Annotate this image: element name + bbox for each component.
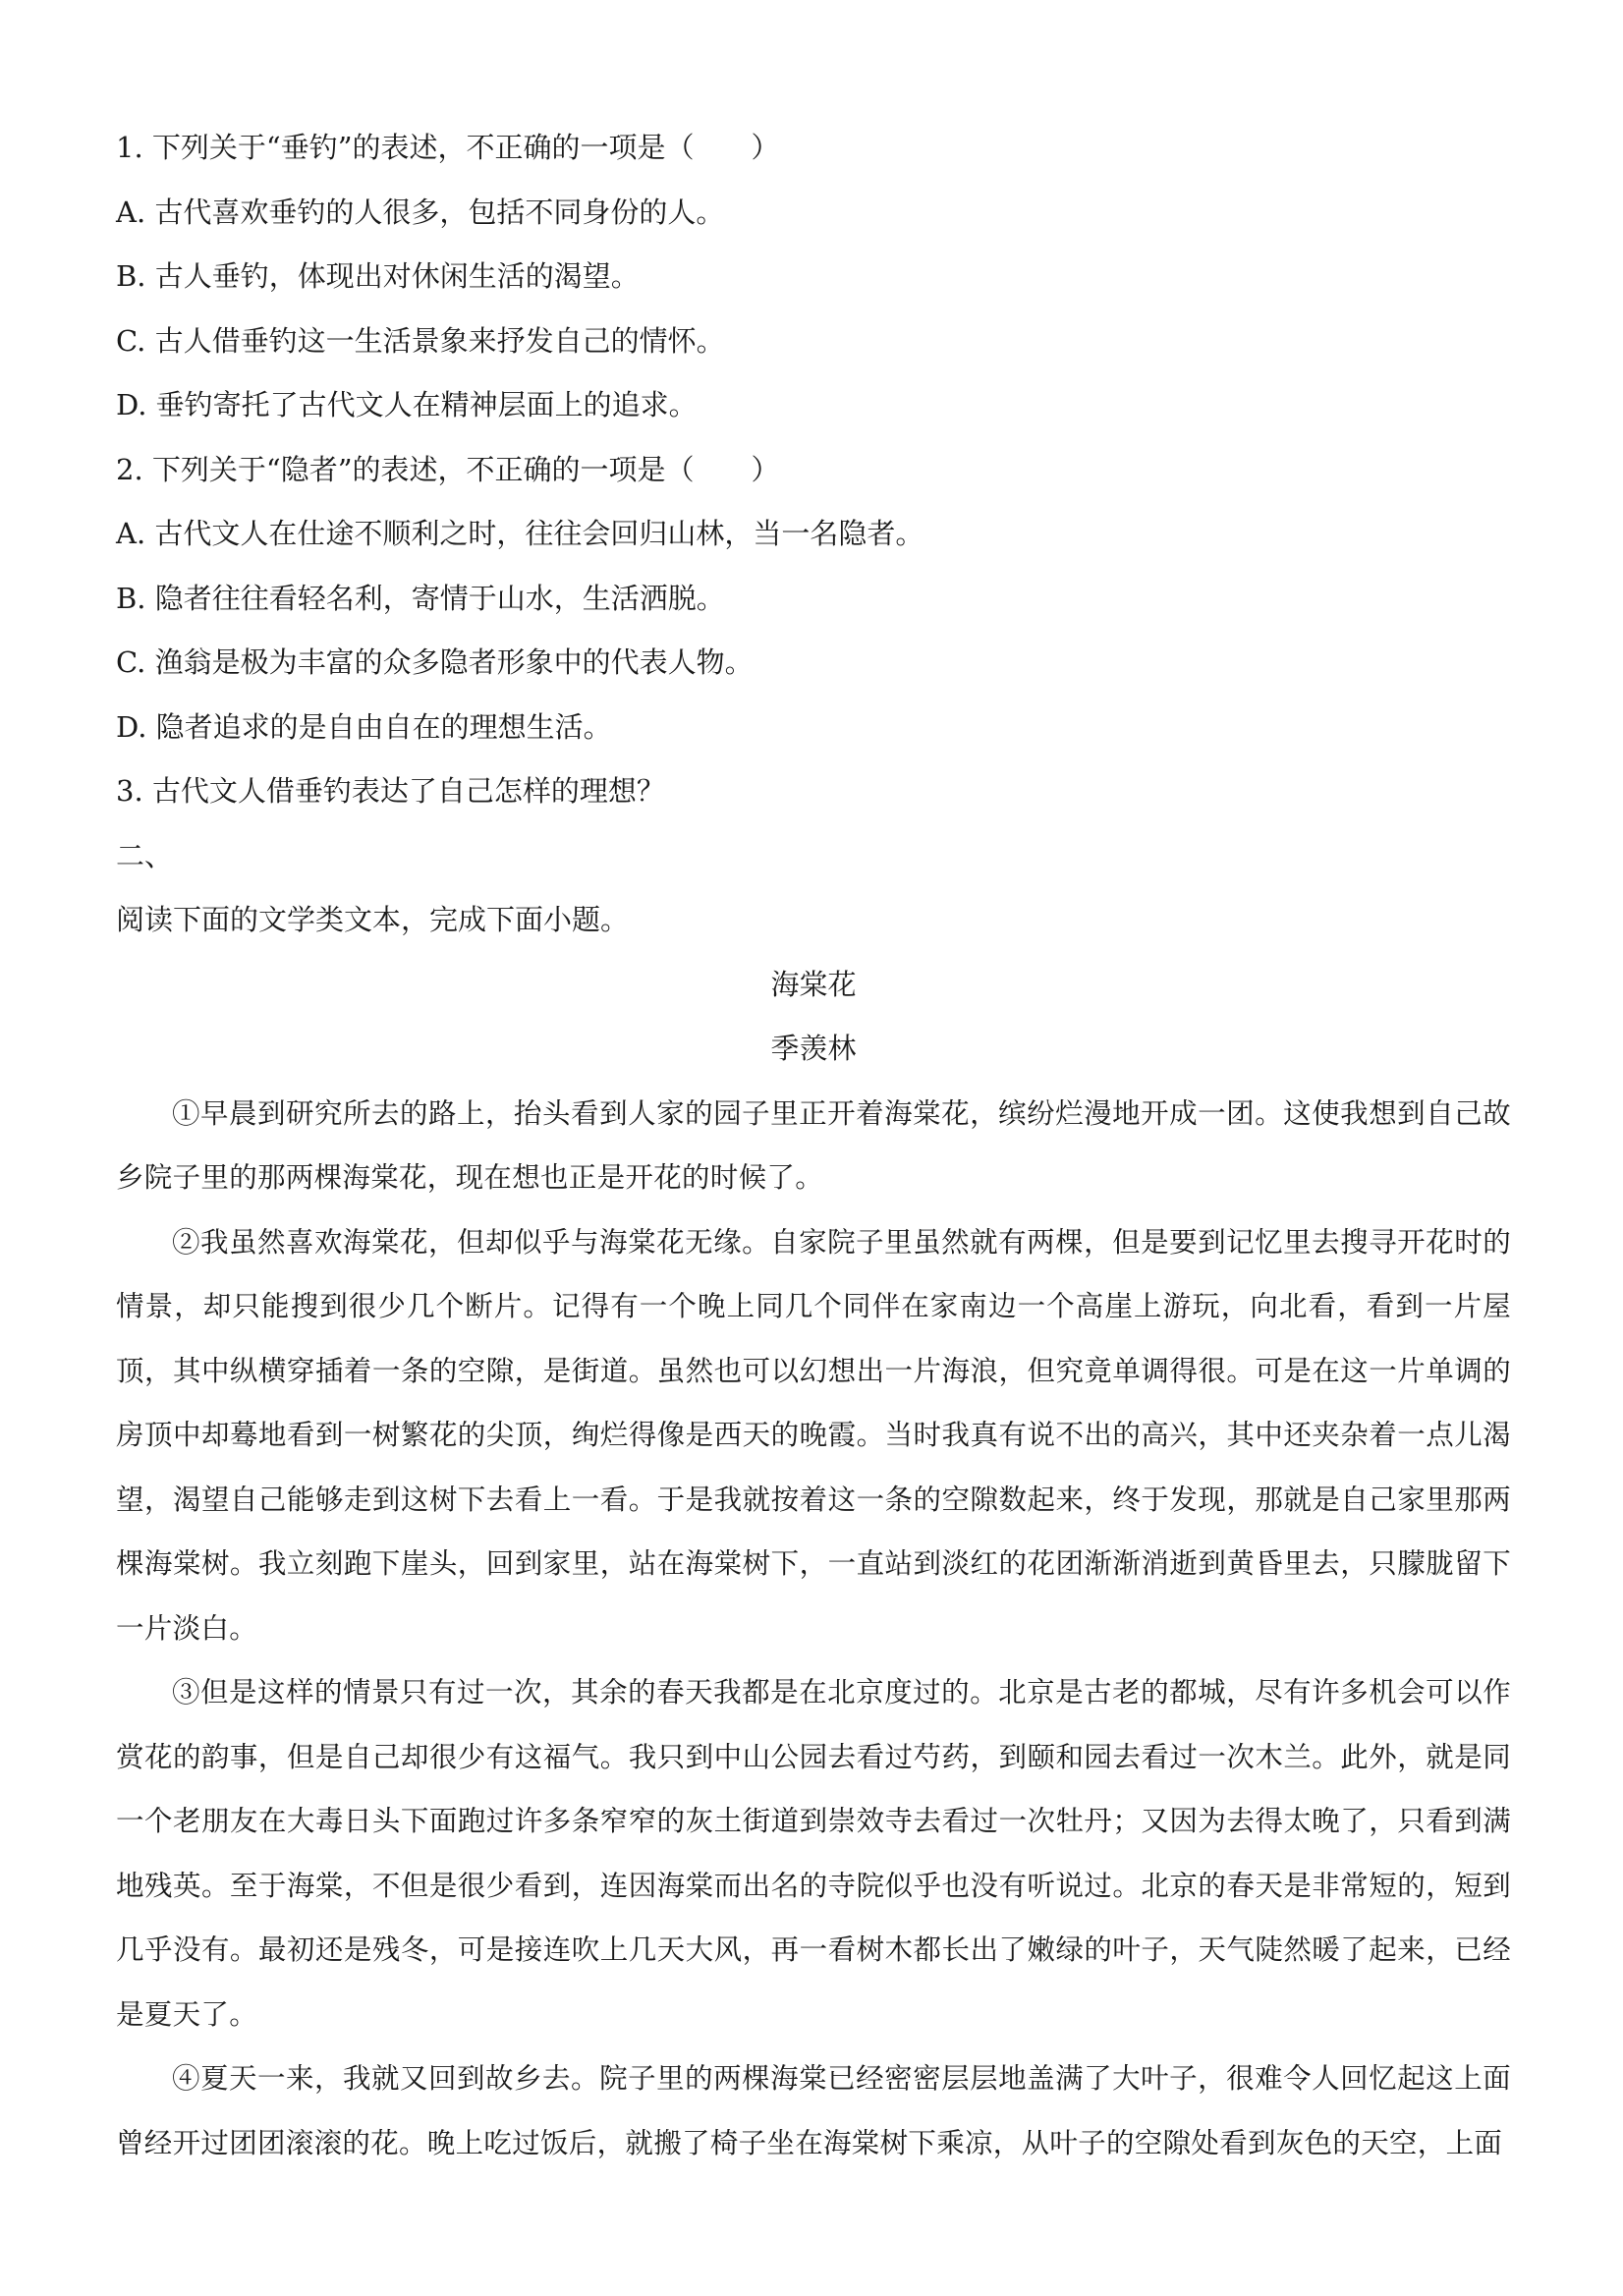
article-title: 海棠花 bbox=[770, 967, 857, 1001]
question-2-stem: 2. 下列关于“隐者”的表述，不正确的一项是（ ） bbox=[116, 452, 780, 486]
question-1-stem: 1. 下列关于“垂钓”的表述，不正确的一项是（ ） bbox=[116, 131, 780, 164]
section-label: 二、 bbox=[116, 838, 174, 872]
question-2-option-b: B. 隐者往往看轻名利，寄情于山水，生活洒脱。 bbox=[116, 581, 725, 615]
question-1-option-d: D. 垂钓寄托了古代文人在精神层面上的追求。 bbox=[116, 388, 698, 421]
question-1-option-b: B. 古人垂钓，体现出对休闲生活的渴望。 bbox=[116, 259, 640, 293]
article-author: 季羡林 bbox=[770, 1032, 857, 1065]
reading-instruction: 阅读下面的文学类文本，完成下面小题。 bbox=[116, 903, 630, 936]
article-paragraph-3: ③但是这样的情景只有过一次，其余的春天我都是在北京度过的。北京是古老的都城，尽有许多机会可以作赏花的韵事，但是自己却很少有这福气。我只到中山公园去看过芍药，到颐和园去看过一次木兰。此外，就是同一个老朋友在大毒日头下面跑过许多条窄窄的灰土街道到崇效寺去看过一次牡丹；又因为去得太晚了，只看到满地残英。至于海棠，不但是很少看到，连因海棠而出名的寺院似乎也没有听说过。北京的春天是非常短的，短到几乎没有。最初还是残冬，可是接连吹上几天大风，再一看树木都长出了嫩绿的叶子，天气陡然暖了起来，已经是夏天了。 bbox=[116, 1676, 1511, 2031]
article-paragraph-2: ②我虽然喜欢海棠花，但却似乎与海棠花无缘。自家院子里虽然就有两棵，但是要到记忆里去搜寻开花时的情景，却只能搜到很少几个断片。记得有一个晚上同几个同伴在家南边一个高崖上游玩，向北看，看到一片屋顶，其中纵横穿插着一条的空隙，是街道。虽然也可以幻想出一片海浪，但究竟单调得很。可是在这一片单调的房顶中却蓦地看到一树繁花的尖顶，绚烂得像是西天的晚霞。当时我真有说不出的高兴，其中还夹杂着一点儿渴望，渴望自己能够走到这树下去看上一看。于是我就按着这一条的空隙数起来，终于发现，那就是自己家里那两棵海棠树。我立刻跑下崖头，回到家里，站在海棠树下，一直站到淡红的花团渐渐消逝到黄昏里去，只朦胧留下一片淡白。 bbox=[116, 1225, 1511, 1645]
question-1-option-a: A. 古代喜欢垂钓的人很多，包括不同身份的人。 bbox=[116, 195, 725, 229]
article-paragraph-1: ①早晨到研究所去的路上，抬头看到人家的园子里正开着海棠花，缤纷烂漫地开成一团。这使我想到自己故乡院子里的那两棵海棠花，现在想也正是开花的时候了。 bbox=[116, 1096, 1511, 1194]
question-1-option-c: C. 古人借垂钓这一生活景象来抒发自己的情怀。 bbox=[116, 323, 725, 358]
question-2-option-c: C. 渔翁是极为丰富的众多隐者形象中的代表人物。 bbox=[116, 645, 754, 679]
article-paragraph-4: ④夏天一来，我就又回到故乡去。院子里的两棵海棠已经密密层层地盖满了大叶子，很难令人回忆起这上面曾经开过团团滚滚的花。晚上吃过饭后，就搬了椅子坐在海棠树下乘凉，从叶子的空隙处看到灰色的天空，上面 bbox=[116, 2062, 1511, 2159]
question-2-option-a: A. 古代文人在仕途不顺利之时，往往会回归山林，当一名隐者。 bbox=[116, 517, 924, 550]
question-2-option-d: D. 隐者追求的是自由自在的理想生活。 bbox=[116, 709, 612, 744]
question-3-stem: 3. 古代文人借垂钓表达了自己怎样的理想？ bbox=[116, 774, 665, 808]
document-page bbox=[116, 116, 1511, 2175]
